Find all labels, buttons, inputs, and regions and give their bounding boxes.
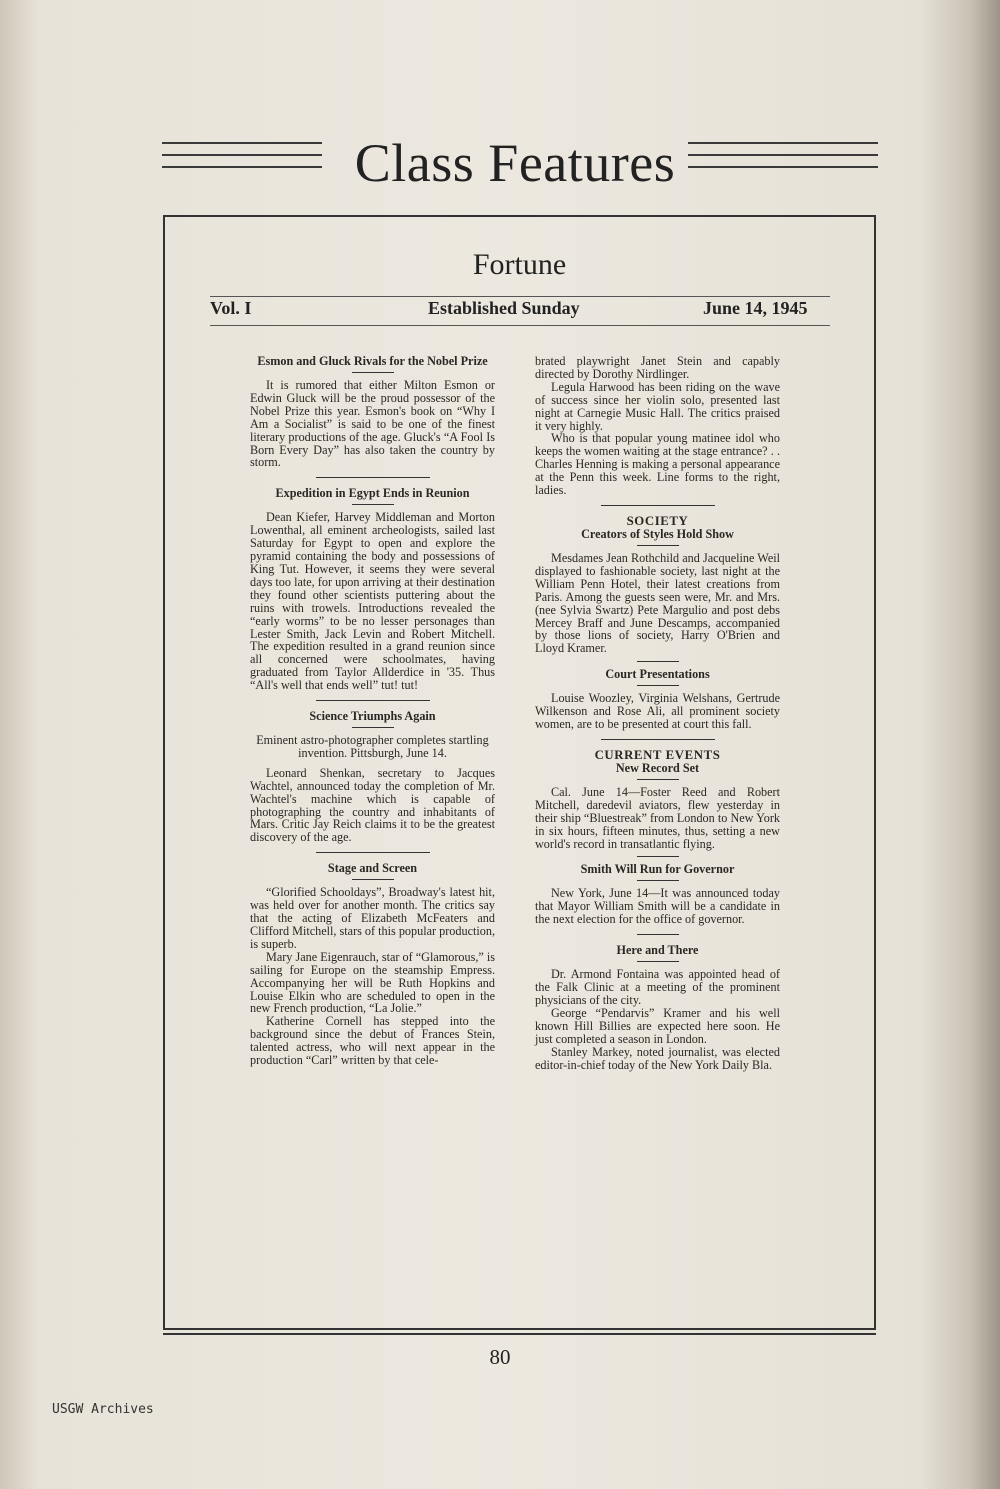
article-body: It is rumored that either Milton Esmon or Edwin Gluck will be the proud possessor of the Nobel Prize this year. Esmon's book on “Why I Am a Socialist” is said to be one of the finest literary productions of the age. Gluck's “A Fool Is Born Every Day” has also taken the country by storm. — [250, 378, 495, 470]
article-headline: Court Presentations — [605, 667, 710, 682]
article-headline: Creators of Styles Hold Show — [581, 526, 734, 541]
article-subhead: Eminent astro-photographer completes startling invention. Pittsburgh, June 14. — [256, 733, 489, 760]
masthead-rule-bottom — [210, 325, 830, 326]
article-body: Mesdames Jean Rothchild and Jacqueline Weil displayed to fashionable society, last night at the William Penn Hotel, their latest creations from Paris. Among the guests seen were, Mr. and Mrs. (nee Sylvia Swartz) Pete Margulio and post debs Mercey Braff and June Descamps, accompanied by those lions of society, Harry O'Brien and Lloyd Kramer. — [535, 550, 780, 656]
article-body: Stanley Markey, noted journalist, was elected editor-in-chief today of the New York Daily Bla. — [535, 1044, 780, 1072]
article-body: “Glorified Schooldays”, Broadway's latest hit, was held over for another month. The critics say that the acting of Elizabeth McFeaters and Clifford Mitchell, stars of this popular production, is superb. — [250, 885, 495, 951]
page-number: 80 — [489, 1345, 511, 1369]
volume-label: Vol. I — [210, 298, 252, 318]
article-headline: Stage and Screen — [327, 861, 418, 876]
article-body: Mary Jane Eigenrauch, star of “Glamorous,” is sailing for Europe on the steamship Empress. Accompanying her will be Ruth Hopkins and Louise Elkin who are scheduled to open in the new French production, “La Jolie.” — [250, 949, 495, 1016]
left-column — [250, 355, 495, 1067]
article-body: brated playwright Janet Stein and capably directed by Dorothy Nirdlinger. — [535, 354, 780, 381]
article-headline: Expedition in Egypt Ends in Reunion — [275, 486, 470, 501]
article-body: Leonard Shenkan, secretary to Jacques Wachtel, announced today the completion of Mr. Wachtel's machine which is capable of photographing the country and inhabitants of Mars. Critic Jay Reich claims it to be the greatest discovery of the age. — [250, 765, 495, 845]
article-headline: Smith Will Run for Governor — [580, 862, 735, 877]
article-headline: Here and There — [616, 943, 699, 958]
article-body: New York, June 14—It was announced today that Mayor William Smith will be a candidate in the next election for the office of governor. — [535, 886, 780, 927]
established-label: Established Sunday — [428, 298, 580, 318]
article-headline: Science Triumphs Again — [309, 709, 436, 724]
article-headline: New Record Set — [615, 760, 700, 775]
article-body: Dr. Armond Fontaina was appointed head of the Falk Clinic at a meeting of the prominent physicians of the city. — [535, 967, 780, 1007]
newspaper-name: Fortune — [472, 248, 567, 281]
section-heading: CURRENT EVENTS — [594, 747, 721, 762]
archive-credit: USGW Archives — [52, 1402, 154, 1417]
article-body: Louise Woozley, Virginia Welshans, Gertrude Wilkenson and Rose Ali, all prominent society women, are to be presented at court this fall. — [535, 691, 780, 732]
masthead-rule-top — [210, 296, 830, 297]
left-decorative-rules — [162, 142, 322, 182]
issue-date: June 14, 1945 — [703, 298, 808, 318]
article-body: Legula Harwood has been riding on the wave of success since her violin solo, presented last night at Carnegie Music Hall. The critics praised it very highly. — [535, 379, 780, 433]
article-body: Dean Kiefer, Harvey Middleman and Morton Lowenthal, all eminent archeologists, sailed last Saturday for Egypt to open and explore the pyramid containing the body and possessions of King Tut. However, it seems they were several days too late, for upon arriving at their destination they found other scientists puttering about the ruins with trowels. Introductions revealed the “early worms” to be no lesser personages than Lester Smith, Jack Levin and Robert Mitchell. The expedition resulted in a grand reunion since all concerned were schoolmates, having graduated from Taylor Allderdice in '35. Thus “All's well that ends well” tut! tut! — [250, 510, 495, 693]
section-heading: SOCIETY — [626, 513, 689, 528]
article-headline: Esmon and Gluck Rivals for the Nobel Prize — [257, 354, 488, 368]
article-body: George “Pendarvis” Kramer and his well known Hill Billies are expected here soon. He just completed a season in London. — [535, 1005, 780, 1046]
right-decorative-rules — [688, 142, 878, 182]
article-body: Cal. June 14—Foster Reed and Robert Mitchell, daredevil aviators, flew yesterday in their ship “Bluestreak” from London to New York in six hours, fifteen minutes, thus, setting a new world's record in transatlantic flying. — [535, 784, 780, 851]
article-body: Who is that popular young matinee idol who keeps the women waiting at the stage entrance? . . Charles Henning is making a personal appearance at the Penn this week. Line forms to the right, ladies. — [535, 431, 780, 498]
right-column — [535, 355, 780, 1071]
page-title: Class Features — [354, 133, 676, 193]
article-body: Katherine Cornell has stepped into the background since the debut of Frances Stein, talented actress, who will next appear in the production “Carl” written by that cele- — [250, 1014, 495, 1068]
